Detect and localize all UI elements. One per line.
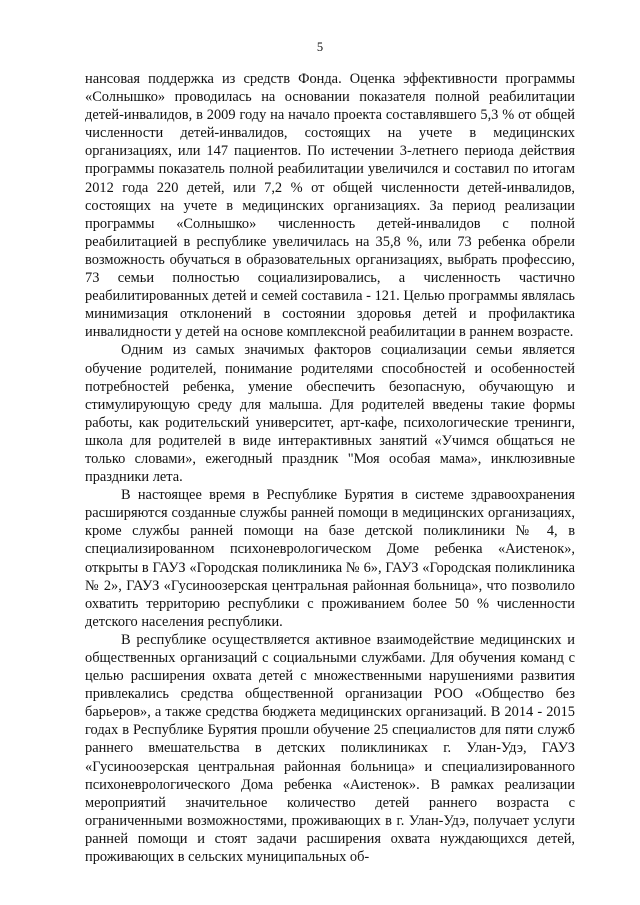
paragraph-program-evaluation: нансовая поддержка из средств Фонда. Оценка эффективности программы «Солнышко» проводилась на основании показателя полной реабилитации детей-инвалидов, в 2009 году на начало проекта составлявшего 5,3 % от общей численности детей-инвалидов, состоящих на учете в медицинских организациях, или 147 пациентов. По истечении 3-летнего периода действия программы показатель полной реабилитации увеличился и составил по итогам 2012 года 220 детей, или 7,2 % от общей численности детей-инвалидов, состоящих на учете в медицинских организациях. За период реализации программы «Солнышко» численность детей-инвалидов с полной реабилитацией в республике увеличилась на 35,8 %, или 73 ребенка обрели возможность обучаться в образовательных организациях, выбрать профессию, 73 семьи полностью социализировались, а численность частично реабилитированных детей и семей составила - 121. Целью программы являлась минимизация отклонений в состоянии здоровья детей и профилактика инвалидности у детей на основе комплексной реабилитации в раннем возрасте. [85,71,575,341]
paragraph-interagency-cooperation: В республике осуществляется активное взаимодействие медицинских и общественных организаций с социальными службами. Для обучения команд с целью расширения охвата детей с множественными нарушениями развития привлекались средства общественной организации РОО «Общество без барьеров», а также средства бюджета медицинских организаций. В 2014 - 2015 годах в Республике Бурятия прошли обучение 25 специалистов для пяти служб раннего вмешательства в детских поликлиниках г. Улан-Удэ, ГАУЗ «Гусиноозерская центральная районная больница» и специализированного психоневрологического Дома ребенка «Аистенок». В рамках реализации мероприятий значительное количество детей раннего возраста с ограниченными возможностями, проживающих в г. Улан-Удэ, получает услуги ранней помощи и стоят задачи расширения охвата нуждающихся детей, проживающих в сельских муниципальных об- [85,631,575,866]
paragraph-parent-education: Одним из самых значимых факторов социализации семьи является обучение родителей, понимание родителями способностей и особенностей потребностей ребенка, умение обеспечить безопасную, обучающую и стимулирующую среду для малыша. Для родителей введены такие формы работы, как родительский университет, арт-кафе, психологические тренинги, школа для родителей в виде интерактивных занятий «Учимся общаться не только словами», ежегодный праздник "Моя особая мама», инклюзивные праздники лета. [85,342,575,486]
body-text [85,70,575,866]
paragraph-early-help-services: В настоящее время в Республике Бурятия в системе здравоохранения расширяются созданные службы ранней помощи в медицинских организациях, кроме службы ранней помощи на базе детской поликлиники № 4, в специализированном психоневрологическом Доме ребенка «Аистенок», открыты в ГАУЗ «Городская поликлиника № 6», ГАУЗ «Городская поликлиника № 2», ГАУЗ «Гусиноозерская центральная районная больница», что позволило охватить территорию республики с проживанием более 50 % численности детского населения республики. [85,487,575,630]
page-number: 5 [316,40,324,54]
